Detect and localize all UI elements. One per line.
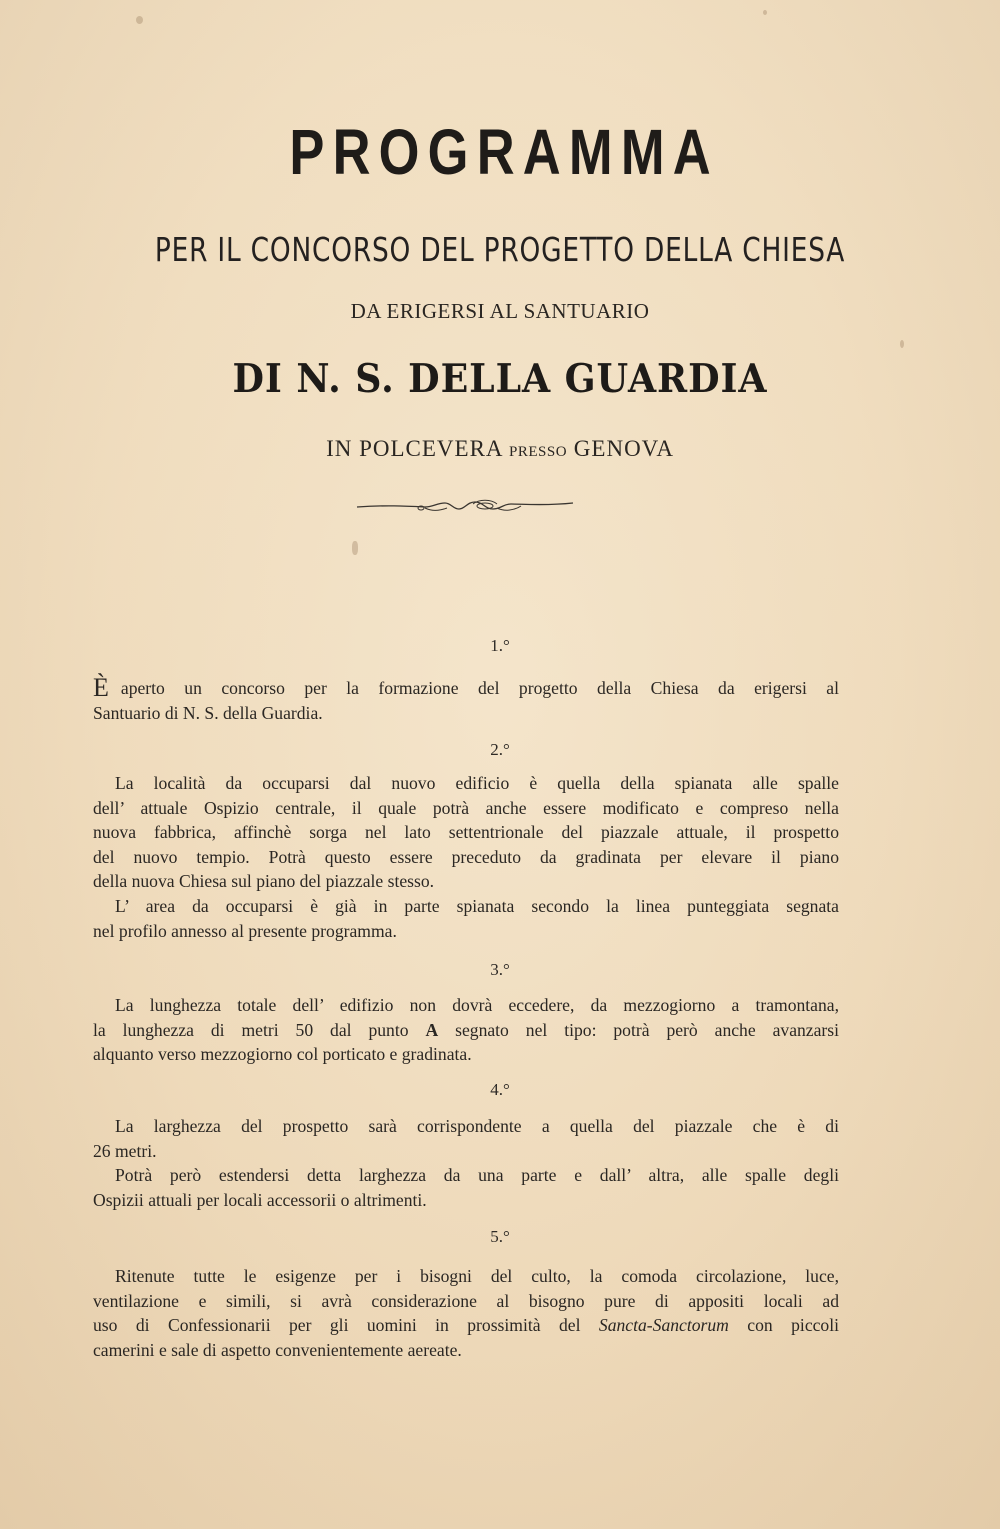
article-2-paragraph: [93, 771, 839, 943]
article-2-line-3: nuova fabbrica, affinchè sorga nel lato settentrionale del piazzale attuale, il prospetto: [93, 822, 839, 843]
article-2-line-6: L’ area da occuparsi è già in parte spianata secondo la linea punteggiata segnata: [115, 895, 839, 916]
article-4-line-4: Ospizii attuali per locali accessorii o altrimenti.: [93, 1189, 427, 1210]
paper-speck: [352, 541, 358, 555]
article-1-line-1-text: aperto un concorso per la formazione del progetto della Chiesa da erigersi al: [120, 678, 839, 698]
article-5-line-3-post: con piccoli: [728, 1315, 840, 1336]
article-3-number: 3.°: [490, 960, 510, 979]
article-4-number: 4.°: [490, 1080, 510, 1099]
document-subtitle-competition: PER IL CONCORSO DEL PROGETTO DELLA CHIESA: [154, 230, 846, 269]
article-3-line-1: La lunghezza totale dell’ edifizio non dovrà eccedere, da mezzogiorno a tramontana,: [115, 995, 839, 1015]
paper-speck: [900, 340, 904, 348]
point-a-label: A: [425, 1019, 439, 1040]
article-2-number: 2.°: [490, 740, 510, 759]
paper-speck: [136, 16, 143, 24]
article-1-line-1: [93, 673, 839, 702]
article-5-line-1: Ritenute tutte le esigenze per i bisogni del culto, la comoda circolazione, luce,: [115, 1266, 839, 1286]
article-5-line-2: ventilazione e simili, si avrà considerazione al bisogno pure di appositi locali ad: [93, 1290, 839, 1311]
article-4-line-2: 26 metri.: [93, 1140, 157, 1161]
article-4-paragraph: [93, 1114, 839, 1212]
document-subtitle-sanctuary: DA ERIGERSI AL SANTUARIO: [350, 299, 650, 323]
article-5-line-4: camerini e sale di aspetto convenientemente aereate.: [93, 1339, 462, 1360]
article-1-paragraph: [93, 673, 839, 725]
article-1-line-2: Santuario di N. S. della Guardia.: [93, 702, 323, 723]
article-2-line-2: dell’ attuale Ospizio centrale, il quale potrà anche essere modificato e compreso nella: [93, 797, 839, 818]
article-1-number: 1.°: [490, 636, 510, 655]
article-5-paragraph: [93, 1264, 839, 1362]
paper-speck: [763, 10, 767, 15]
document-subtitle-location: [0, 434, 1000, 467]
article-1-dropcap: È: [93, 673, 109, 702]
article-4-line-3: Potrà però estendersi detta larghezza da una parte e dall’ altra, alle spalle degli: [115, 1165, 839, 1186]
article-2-line-1: La località da occuparsi dal nuovo edificio è quella della spianata alle spalle: [115, 773, 839, 793]
article-3-line-2-post: segnato nel tipo: potrà però anche avanzarsi: [438, 1019, 840, 1040]
article-4-line-1: La larghezza del prospetto sarà corrispondente a quella del piazzale che è di: [115, 1116, 839, 1136]
document-title: PROGRAMMA: [289, 116, 719, 188]
article-5-line-3: [93, 1313, 839, 1338]
article-2-line-4: del nuovo tempio. Potrà questo essere preceduto da gradinata per elevare il piano: [93, 846, 839, 867]
article-5-line-3-pre: uso di Confessionarii per gli uomini in prossimità del: [93, 1315, 599, 1336]
location-polcevera: IN POLCEVERA: [326, 436, 503, 461]
article-2-line-5: della nuova Chiesa sul piano del piazzale stesso.: [93, 871, 435, 892]
sancta-sanctorum-term: Sancta-Sanctorum: [598, 1315, 729, 1336]
article-5-number: 5.°: [490, 1227, 510, 1246]
decorative-flourish-divider-icon: [355, 494, 575, 518]
article-3-line-2-pre: la lunghezza di metri 50 dal punto: [93, 1019, 426, 1040]
article-3-paragraph: [93, 993, 839, 1067]
article-3-line-3: alquanto verso mezzogiorno col porticato e gradinata.: [93, 1044, 472, 1065]
location-genova: GENOVA: [573, 436, 674, 461]
article-2-line-7: nel profilo annesso al presente programma.: [93, 920, 397, 941]
location-presso: PRESSO: [509, 444, 568, 460]
article-3-line-2: [93, 1018, 839, 1043]
document-subtitle-guardia: DI N. S. DELLA GUARDIA: [232, 356, 768, 402]
